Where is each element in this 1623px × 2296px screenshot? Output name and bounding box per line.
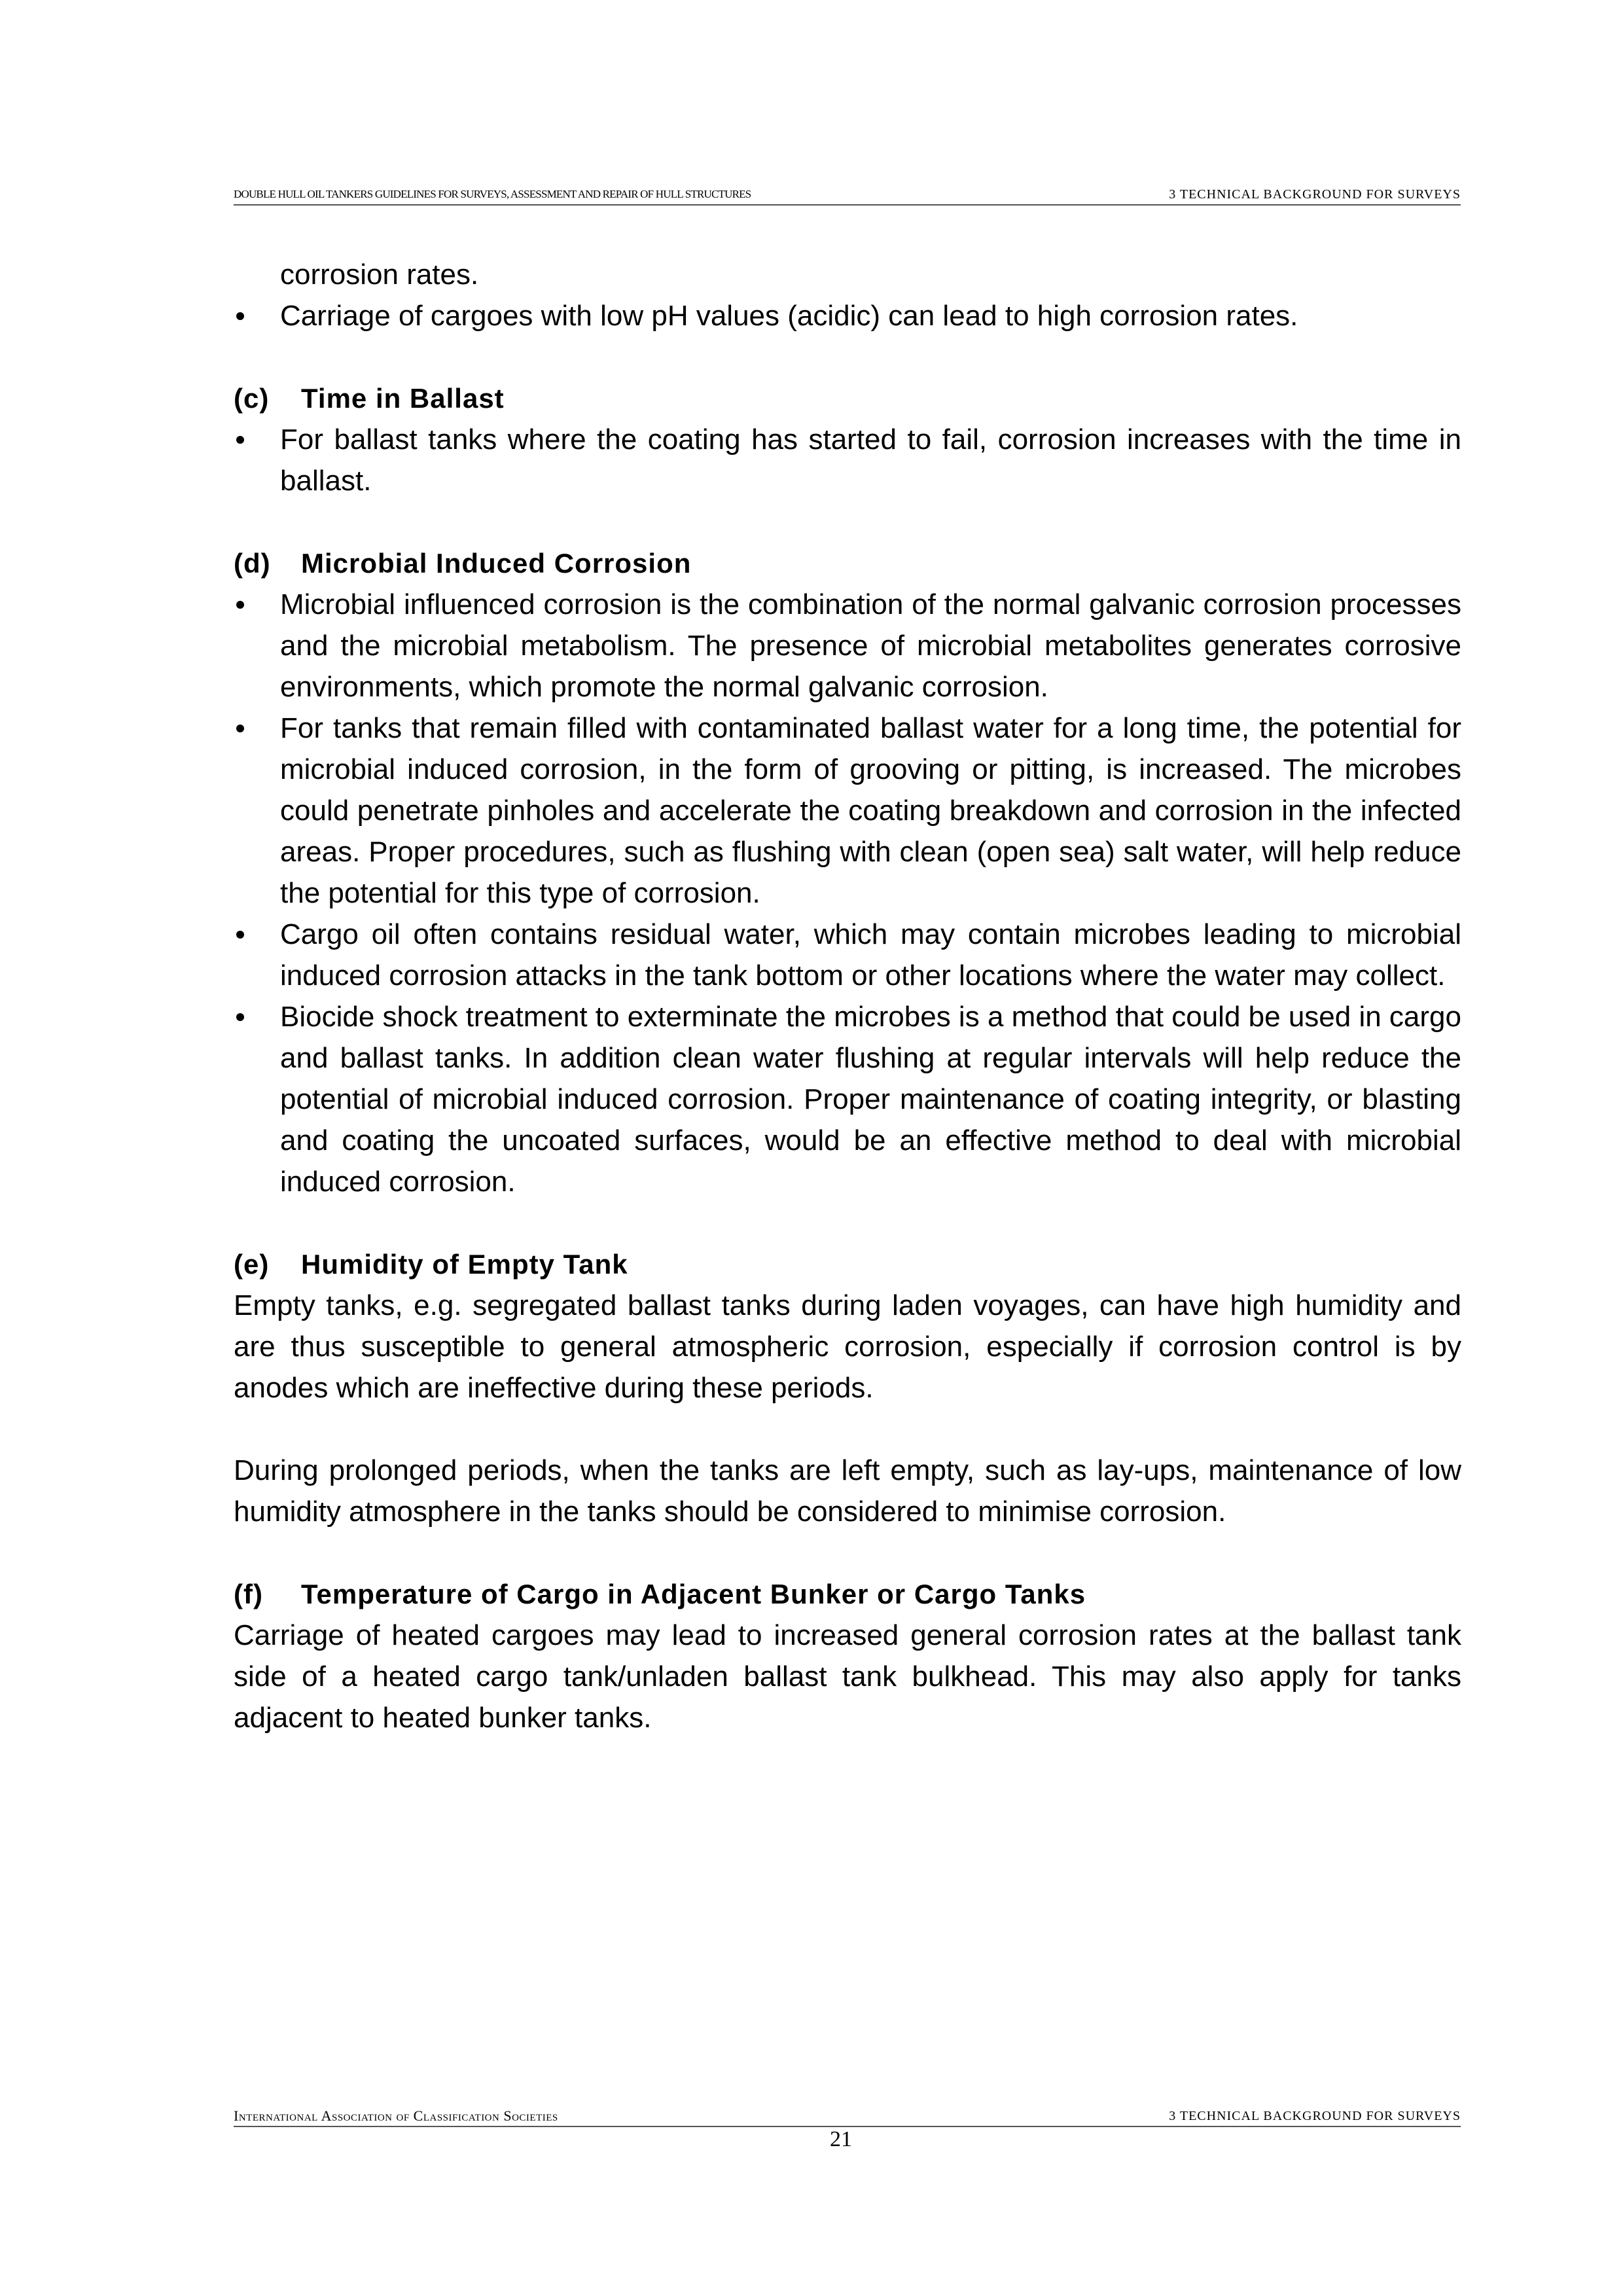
bullet-icon [236, 931, 244, 939]
running-header [234, 186, 1461, 206]
page-number: 21 [830, 2127, 852, 2151]
bullet-icon [236, 436, 244, 444]
section-heading-f [234, 1573, 1461, 1615]
footer-section-title: 3 TECHNICAL BACKGROUND FOR SURVEYS [1169, 2109, 1461, 2123]
main-content [234, 254, 1461, 1738]
section-title: Temperature of Cargo in Adjacent Bunker or Cargo Tanks [301, 1579, 1086, 1609]
list-item-text: Carriage of cargoes with low pH values (acidic) can lead to high corrosion rates. [280, 300, 1298, 332]
section-label: (e) [234, 1249, 270, 1280]
body-paragraph: Carriage of heated cargoes may lead to increased general corrosion rates at the ballast tank side of a heated cargo tank/unladen ballast tank bulkhead. This may also apply for tanks adjacent to heated bunker tanks. [234, 1619, 1461, 1734]
list-item [234, 584, 1461, 708]
list-item [234, 914, 1461, 996]
body-paragraph: During prolonged periods, when the tanks are left empty, such as lay-ups, maintenance of low humidity atmosphere in the tanks should be considered to minimise corrosion. [234, 1454, 1461, 1528]
header-document-title: DOUBLE HULL OIL TANKERS GUIDELINES FOR SURVEYS, ASSESSMENT AND REPAIR OF HULL STRUCTURES [234, 188, 751, 200]
section-c-bullet-list [234, 419, 1461, 501]
section-heading-e [234, 1244, 1461, 1285]
section-d-bullet-list [234, 584, 1461, 1202]
section-label: (f) [234, 1579, 263, 1609]
section-title: Time in Ballast [301, 383, 505, 414]
header-section-title: 3 TECHNICAL BACKGROUND FOR SURVEYS [1169, 187, 1461, 202]
section-title: Humidity of Empty Tank [301, 1249, 628, 1280]
list-item [234, 708, 1461, 914]
list-item-text: Microbial influenced corrosion is the combination of the normal galvanic corrosion processes and the microbial metabolism. The presence of microbial metabolites generates corrosive environments, which promote the normal galvanic corrosion. [280, 588, 1461, 703]
list-item [234, 295, 1461, 336]
section-label: (c) [234, 383, 270, 414]
footer-organization: International Association of Classification Societies [234, 2108, 558, 2124]
list-item [234, 419, 1461, 501]
section-heading-d [234, 543, 1461, 584]
list-item [234, 996, 1461, 1202]
intro-bullet-list [234, 295, 1461, 336]
continuation-text: corrosion rates. [280, 259, 479, 291]
list-item-text: For tanks that remain filled with contaminated ballast water for a long time, the potential for microbial induced corrosion, in the form of grooving or pitting, is increased. The microbes could penetrate pinholes and accelerate the coating breakdown and corrosion in the infected areas. Proper procedures, such as flushing with clean (open sea) salt water, will help reduce the potential for this type of corrosion. [280, 712, 1461, 909]
bullet-icon [236, 725, 244, 732]
bullet-icon [236, 601, 244, 609]
list-item-text: Biocide shock treatment to exterminate the microbes is a method that could be used in cargo and ballast tanks. In addition clean water flushing at regular intervals will help reduce the potential of microbial induced corrosion. Proper maintenance of coating integrity, or blasting and coating the uncoated surfaces, would be an effective method to deal with microbial induced corrosion. [280, 1001, 1461, 1198]
section-label: (d) [234, 548, 271, 579]
section-title: Microbial Induced Corrosion [301, 548, 692, 579]
running-footer [234, 2108, 1461, 2127]
list-item-text: Cargo oil often contains residual water, which may contain microbes leading to microbial induced corrosion attacks in the tank bottom or other locations where the water may collect. [280, 918, 1461, 992]
bullet-icon [236, 312, 244, 320]
list-item-text: For ballast tanks where the coating has started to fail, corrosion increases with the time in ballast. [280, 423, 1461, 497]
bullet-icon [236, 1013, 244, 1021]
section-heading-c [234, 378, 1461, 419]
body-paragraph: Empty tanks, e.g. segregated ballast tanks during laden voyages, can have high humidity and are thus susceptible to general atmospheric corrosion, especially if corrosion control is by anodes which are ineffective during these periods. [234, 1289, 1461, 1404]
